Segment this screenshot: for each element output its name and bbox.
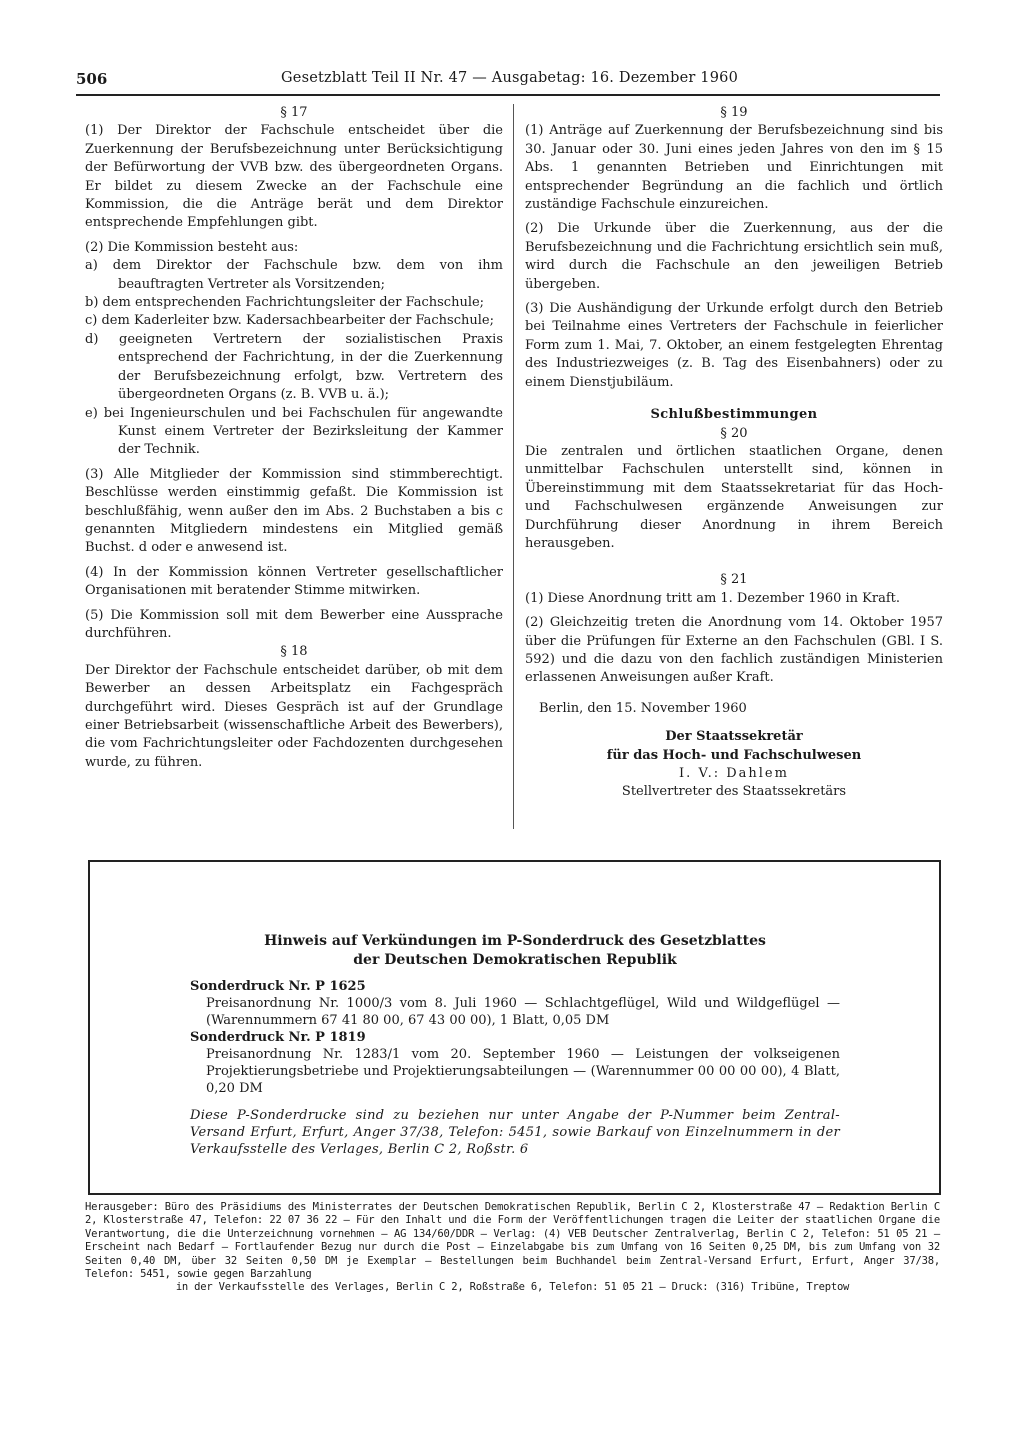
section-19-paragraph-2: (2) Die Urkunde über die Zuerkennung, aus der die Berufsbezeichnung und die Fachrichtung ersichtlich sein muß, wird durch die Fachschule an den jeweiligen Betrieb übergeben. xyxy=(525,221,943,292)
imprint-last-line: in der Verkaufsstelle des Verlages, Berlin C 2, Roßstraße 6, Telefon: 51 05 21 — Druck: (316) Tribüne, Treptow xyxy=(175,1281,850,1294)
list-item-c: c) dem Kaderleiter bzw. Kadersachbearbeiter der Fachschule; xyxy=(85,313,494,329)
header-rule xyxy=(76,94,940,96)
list-item-e: e) bei Ingenieurschulen und bei Fachschulen für angewandte Kunst einem Vertreter der Bezirksleitung der Kammer der Technik. xyxy=(85,405,503,458)
section-18-paragraph-1: Der Direktor der Fachschule entscheidet darüber, ob mit dem Bewerber an dessen Arbeitsplatz ein Fachgespräch durchgeführt wird. Dieses Gespräch ist auf der Grundlage einer Betriebsarbeit (wissenschaftliche Arbeit des Bewerbers), die vom Fachrichtungsleiter oder Fachdozenten durchgesehen wurde, zu führen. xyxy=(85,662,503,770)
section-18-heading: § 18 xyxy=(280,644,308,660)
section-17-paragraph-3: (3) Alle Mitglieder der Kommission sind stimmberechtigt. Beschlüsse werden einstimmig gefaßt. Die Kommission ist beschlußfähig, wenn außer den im Abs. 2 Buchstaben a bis c genannten Mitgliedern mindestens ein Mitglied gemäß Buchst. d oder e anwesend ist. xyxy=(85,466,503,556)
left-column xyxy=(85,104,503,772)
signatory-office: für das Hoch- und Fachschulwesen xyxy=(606,747,862,763)
special-print-1-title: Sonderdruck Nr. P 1625 xyxy=(190,979,366,994)
right-column xyxy=(525,104,943,802)
section-17-paragraph-2: (2) Die Kommission besteht aus: xyxy=(85,239,299,255)
section-17-paragraph-5: (5) Die Kommission soll mit dem Bewerber eine Aussprache durchführen. xyxy=(85,607,503,641)
signatory-title: Der Staatssekretär xyxy=(665,729,803,745)
special-print-2-title: Sonderdruck Nr. P 1819 xyxy=(190,1030,366,1045)
section-21-paragraph-2: (2) Gleichzeitig treten die Anordnung vom 14. Oktober 1957 über die Prüfungen für Externe an den Fachschulen (GBl. I S. 592) und die dazu von den fachlich zuständigen Ministerien erlassenen Anweisungen außer Kraft. xyxy=(525,615,943,686)
special-print-2-body: Preisanordnung Nr. 1283/1 vom 20. September 1960 — Leistungen der volkseigenen Projektierungsbetriebe und Projektierungsabteilungen — (Warennummer 00 00 00 00), 4 Blatt, 0,20 DM xyxy=(206,1047,840,1096)
signatory-role: Stellvertreter des Staatssekretärs xyxy=(621,784,847,800)
section-17-paragraph-1: (1) Der Direktor der Fachschule entscheidet über die Zuerkennung der Berufsbezeichnung unter Berücksichtigung der Befürwortung der VVB bzw. des übergeordneten Organs. Er bildet zu diesem Zwecke an der Fachschule eine Kommission, die die Anträge berät und dem Direktor entsprechende Empfehlungen gibt. xyxy=(85,123,503,231)
section-20-heading: § 20 xyxy=(720,425,748,441)
publisher-imprint xyxy=(85,1201,940,1295)
list-item-b: b) dem entsprechenden Fachrichtungsleiter der Fachschule; xyxy=(85,295,485,311)
section-19-heading: § 19 xyxy=(720,105,748,120)
list-item-d: d) geeigneten Vertretern der sozialistischen Praxis entsprechend der Fachrichtung, in der die Zuerkennung der Berufsbezeichnung erfolgt, bzw. Vertretern des übergeordneten Organs (z. B. VVB u. ä.); xyxy=(85,331,503,403)
list-item-a: a) dem Direktor der Fachschule bzw. dem von ihm beauftragten Vertreter als Vorsitzenden; xyxy=(85,258,503,292)
section-17-paragraph-4: (4) In der Kommission können Vertreter gesellschaftlicher Organisationen mit beratender Stimme mitwirken. xyxy=(85,564,503,599)
imprint-text: Herausgeber: Büro des Präsidiums des Ministerrates der Deutschen Demokratischen Republik, Berlin C 2, Klosterstraße 47 — Redaktion Berlin C 2, Klosterstraße 47, Telefon: 22 07 36 22 — Für den Inhalt und die Form der Veröffentlichungen tragen die Leiter der staatlichen Organe die Verantwortung, die die Unterzeichnung vornehmen — AG 134/60/DDR — Verlag: (4) VEB Deutscher Zentralverlag, Berlin C 2, Telefon: 51 05 21 — Erscheint nach Bedarf — Fortlaufender Bezug nur durch die Post — Einzelabgabe bis zum Umfang von 16 Seiten 0,25 DM, bis zum Umfang von 32 Seiten 0,40 DM, über 32 Seiten 0,50 DM je Exemplar — Bestellungen beim Buchhandel beim Zentral-Versand Erfurt, Erfurt, Anger 37/38, Telefon: 5451, sowie gegen Barzahlung xyxy=(85,1201,940,1281)
final-provisions-heading: Schlußbestimmungen xyxy=(650,407,818,423)
running-title: Gesetzblatt Teil II Nr. 47 — Ausgabetag: 16. Dezember 1960 xyxy=(281,70,739,86)
notice-content xyxy=(190,932,840,1171)
section-17-heading: § 17 xyxy=(280,105,308,120)
place-and-date: Berlin, den 15. November 1960 xyxy=(539,700,747,716)
notice-heading-line-1: Hinweis auf Verkündungen im P-Sonderdruck des Gesetzblattes xyxy=(264,933,766,949)
notice-box xyxy=(88,860,941,1195)
notice-heading-line-2: der Deutschen Demokratischen Republik xyxy=(353,952,677,968)
special-print-1-body: Preisanordnung Nr. 1000/3 vom 8. Juli 1960 — Schlachtgeflügel, Wild und Wildgeflügel — (Warennummern 67 41 80 00, 67 43 00 00), 1 Blatt, 0,05 DM xyxy=(206,996,840,1028)
section-21-paragraph-1: (1) Diese Anordnung tritt am 1. Dezember 1960 in Kraft. xyxy=(525,590,901,606)
page-number: 506 xyxy=(76,70,108,88)
section-19-paragraph-1: (1) Anträge auf Zuerkennung der Berufsbezeichnung sind bis 30. Januar oder 30. Juni eines jeden Jahres von den im § 15 Abs. 1 genannten Betrieben und Einrichtungen mit entsprechender Begründung an die fachlich und örtlich zuständige Fachschule einzureichen. xyxy=(525,123,943,213)
section-20-paragraph-1: Die zentralen und örtlichen staatlichen Organe, denen unmittelbar Fachschulen unterstellt sind, können in Übereinstimmung mit dem Staatssekretariat für das Hoch- und Fachschulwesen ergänzende Anweisungen zur Durchführung dieser Anordnung in ihrem Bereich herausgeben. xyxy=(525,443,943,551)
section-19-paragraph-3: (3) Die Aushändigung der Urkunde erfolgt durch den Betrieb bei Teilnahme eines Vertreters der Fachschule in feierlicher Form zum 1. Mai, 7. Oktober, an einem festgelegten Ehrentag des Industriezweiges (z. B. Tag des Eisenbahners) oder zu einem Dienstjubiläum. xyxy=(525,301,943,390)
section-21-heading: § 21 xyxy=(720,572,748,588)
page-header xyxy=(76,70,940,92)
column-divider xyxy=(513,104,514,829)
signatory-name: I. V.: Dahlem xyxy=(679,766,789,781)
ordering-note: Diese P-Sonderdrucke sind zu beziehen nur unter Angabe der P-Nummer beim Zentral-Versand Erfurt, Erfurt, Anger 37/38, Telefon: 5451, sowie Barkauf von Einzelnummern in der Verkaufsstelle des Verlages, Berlin C 2, Roßstr. 6 xyxy=(190,1108,840,1157)
